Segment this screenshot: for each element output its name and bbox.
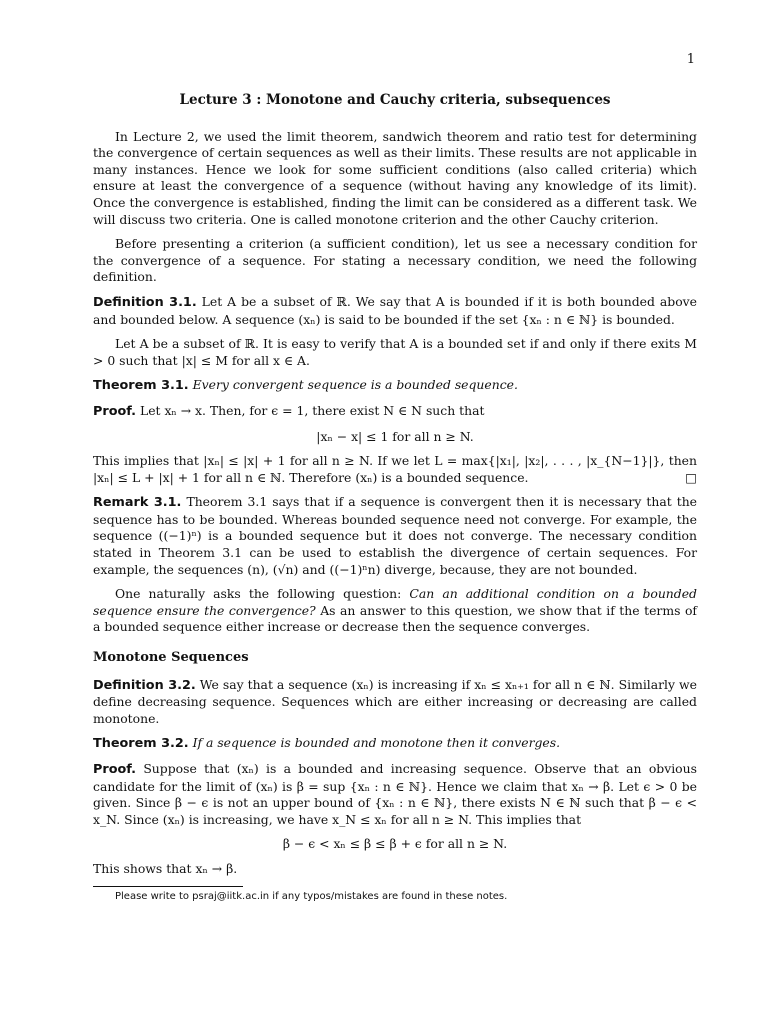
proof-2-conclusion: This shows that xₙ → β. [93,860,238,876]
page-number: 1 [686,52,695,67]
proof-text: Let xₙ → x. Then, for ϵ = 1, there exist N ∈ N such that [139,402,485,418]
proof-text: This implies that |xₙ| ≤ |x| + 1 for all n ≥ N. If we let L = max{|x₁|, |x₂|, . . . , |x_{N−1}|}, then |xₙ| ≤ L + |x| + 1 for all n ∈ ℕ. Therefore (xₙ) is a bounded sequence. [93,453,697,485]
question-italic: Can an additional condition on a bounded sequence ensure the convergence? [93,586,697,618]
definition-label: Definition 3.1. [93,294,197,310]
content [93,92,697,905]
qed-symbol: □ [685,469,697,485]
bounded-set-paragraph: Let A be a subset of ℝ. It is easy to verify that A is a bounded set if and only if there exits M > 0 such that |x| ≤ M for all x ∈ A. [93,336,697,368]
theorem-3-2 [93,735,697,753]
footnote-rule [93,886,243,887]
necessary-condition-paragraph: Before presenting a criterion (a sufficient condition), let us see a necessary condition for the convergence of a sequence. For stating a necessary condition, we need the following definition. [93,236,697,285]
proof-label: Proof. [93,403,137,419]
question-lead: One naturally asks the following question: [115,586,410,602]
definition-3-2 [93,677,697,728]
definition-label: Definition 3.2. [93,677,196,693]
proof-2 [93,761,697,828]
section-heading: Monotone Sequences [93,650,249,666]
footnote: Please write to psraj@iitk.ac.in if any typos/mistakes are found in these notes. [115,890,508,902]
theorem-label: Theorem 3.2. [93,736,189,752]
proof-1-conclusion [93,453,697,486]
proof-label: Proof. [93,762,137,777]
theorem-label: Theorem 3.1. [93,378,189,394]
remark-3-1 [93,494,697,578]
remark-label: Remark 3.1. [93,495,182,511]
definition-text: Let A be a subset of ℝ. We say that A is bounded if it is both bounded above and bounded below. A sequence (xₙ) is said to be bounded if the set {xₙ : n ∈ ℕ} is bounded. [93,293,697,327]
theorem-statement: Every convergent sequence is a bounded sequence. [192,377,518,393]
theorem-3-1 [93,377,697,395]
definition-3-1 [93,294,697,328]
question-answer: As an answer to this question, we show that if the terms of a bounded sequence either increase or decrease then the sequence converges. [93,602,697,635]
lecture-title: Lecture 3 : Monotone and Cauchy criteria, subsequences [179,92,611,108]
proof-text: Suppose that (xₙ) is a bounded and increasing sequence. Observe that an obvious candidate for the limit of (xₙ) is β = sup {xₙ : n ∈ ℕ}. Hence we claim that xₙ → β. Let ϵ > 0 be given. Since β − ϵ is not an upper bound of {xₙ : n ∈ ℕ}, there exists N ∈ ℕ such that β − ϵ < x_N. Since (xₙ) is increasing, we have x_N ≤ xₙ for all n ≥ N. This implies that [93,761,697,827]
intro-paragraph: In Lecture 2, we used the limit theorem, sandwich theorem and ratio test for determining the convergence of certain sequences as well as their limits. These results are not applicable in many instances. Hence we look for some sufficient conditions (also called criteria) which ensure at least the convergence of a sequence (without having any knowledge of its limit). Once the convergence is established, finding the limit can be considered as a different task. We will discuss two criteria. One is called monotone criterion and the other Cauchy criterion. [93,128,697,227]
remark-text: Theorem 3.1 says that if a sequence is convergent then it is necessary that the sequence has to be bounded. Whereas bounded sequence need not converge. For example, the sequence ((−1)ⁿ) is a bounded sequence but it does not converge. The necessary condition stated in Theorem 3.1 can be used to establish the divergence of certain sequences. For example, the sequences (n), (√n) and ((−1)ⁿn) diverge, because, they are not bounded. [93,494,698,577]
theorem-statement: If a sequence is bounded and monotone then it converges. [192,735,561,751]
display-equation: |xₙ − x| ≤ 1 for all n ≥ N. [316,428,474,444]
proof-1 [93,403,697,421]
display-equation: β − ϵ < xₙ ≤ β ≤ β + ϵ for all n ≥ N. [282,836,508,852]
question-paragraph [93,586,697,636]
definition-text: We say that a sequence (xₙ) is increasing if xₙ ≤ xₙ₊₁ for all n ∈ ℕ. Similarly we define decreasing sequence. Sequences which are either increasing or decreasing are called monotone. [93,676,697,726]
